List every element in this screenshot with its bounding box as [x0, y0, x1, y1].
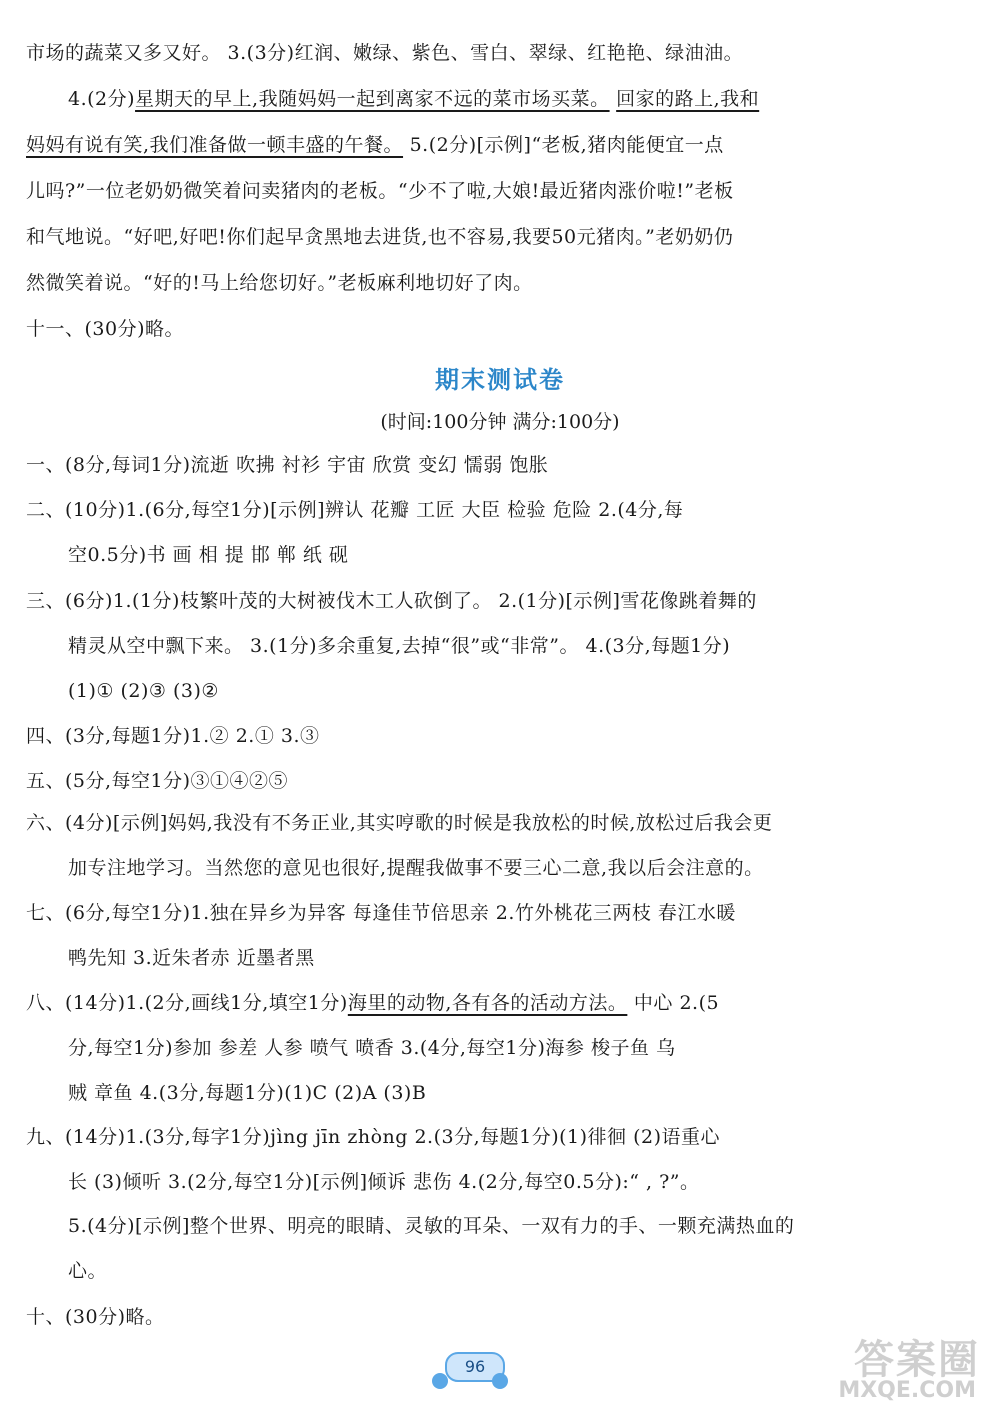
- underlined-text: 海里的动物,各有各的活动方法。: [347, 992, 628, 1014]
- text-segment: 3.(3分)红润、嫩绿、紫色、雪白、翠绿、红艳艳、绿油油。: [227, 42, 744, 64]
- text-segment: (1)① (2)③ (3)②: [68, 680, 219, 702]
- page-number: 96: [445, 1352, 505, 1382]
- text-segment: 然微笑着说。“好的!马上给您切好。”老板麻利地切好了肉。: [26, 272, 533, 294]
- text-line: [26, 497, 683, 523]
- text-line: [68, 1213, 794, 1239]
- text-line: [68, 1080, 426, 1106]
- underlined-text: 回家的路上,我和: [616, 88, 760, 110]
- text-segment: 七、(6分,每空1分)1.独在异乡为异客 每逢佳节倍思亲 2.竹外桃花三两枝 春江水暖: [26, 902, 736, 924]
- text-segment: 5.(4分)[示例]整个世界、明亮的眼睛、灵敏的耳朵、一双有力的手、一颗充满热血的: [68, 1215, 795, 1237]
- left-dot-icon: [432, 1373, 448, 1389]
- text-segment: 加专注地学习。当然您的意见也很好,提醒我做事不要三心二意,我以后会注意的。: [68, 857, 764, 879]
- text-line: [26, 40, 743, 66]
- watermark-logo: 答案圈: [854, 1337, 980, 1383]
- text-segment: 十、(30分)略。: [26, 1306, 165, 1328]
- text-segment: 十一、(30分)略。: [26, 318, 185, 340]
- text-segment: 和气地说。“好吧,好吧!你们起早贪黑地去进货,也不容易,我要50元猪肉。”老奶奶仍: [26, 226, 734, 248]
- text-segment: 5.(2分)[示例]“老板,猪肉能便宜一点: [403, 134, 724, 156]
- text-segment: 二、(10分)1.(6分,每空1分)[示例]辨认 花瓣 工匠 大臣 检验 危险 2.(4分,每: [26, 499, 684, 521]
- text-line: [68, 542, 348, 568]
- text-line: [68, 945, 315, 971]
- text-line: [26, 810, 772, 836]
- text-line: [26, 768, 288, 794]
- text-line: [68, 86, 759, 112]
- text-line: [26, 588, 757, 614]
- text-segment: 市场的蔬菜又多又好。: [26, 42, 228, 64]
- text-segment: 八、(14分)1.(2分,画线1分,填空1分): [26, 992, 348, 1014]
- text-line: [68, 678, 219, 704]
- text-segment: 4.(2分): [68, 88, 136, 110]
- text-line: [26, 452, 548, 478]
- text-line: [26, 1124, 720, 1150]
- text-line: [68, 1169, 700, 1195]
- text-segment: 长 (3)倾听 3.(2分,每空1分)[示例]倾诉 悲伤 4.(2分,每空0.5分):“ , ?”。: [68, 1171, 700, 1193]
- text-line: [26, 316, 184, 342]
- text-segment: 鸭先知 3.近朱者赤 近墨者黑: [68, 947, 315, 969]
- text-segment: 心。: [68, 1260, 108, 1282]
- text-segment: 三、(6分)1.(1分)枝繁叶茂的大树被伐木工人砍倒了。 2.(1分)[示例]雪花像跳着舞的: [26, 590, 757, 612]
- text-line: [26, 224, 733, 250]
- text-line: [26, 1304, 165, 1330]
- text-segment: 儿吗?”一位老奶奶微笑着问卖猪肉的老板。“少不了啦,大娘!最近猪肉涨价啦!”老板: [26, 180, 734, 202]
- text-line: [26, 132, 724, 158]
- text-segment: 分,每空1分)参加 参差 人参 喷气 喷香 3.(4分,每空1分)海参 梭子鱼 乌: [68, 1037, 676, 1059]
- right-dot-icon: [492, 1373, 508, 1389]
- text-segment: 五、(5分,每空1分)③①④②⑤: [26, 770, 289, 792]
- text-line: [68, 633, 730, 659]
- exam-subtitle: (时间:100分钟 满分:100分): [380, 411, 620, 433]
- text-line: [26, 270, 533, 296]
- text-line: [68, 1035, 676, 1061]
- text-segment: 空0.5分)书 画 相 提 邯 郸 纸 砚: [68, 544, 349, 566]
- text-line: [68, 1258, 107, 1284]
- text-line: [26, 900, 736, 926]
- section-title: 期末测试卷: [435, 365, 565, 394]
- text-segment: 九、(14分)1.(3分,每字1分)jìng jīn zhòng 2.(3分,每题1分)(1)徘徊 (2)语重心: [26, 1126, 720, 1148]
- text-line: [68, 855, 764, 881]
- watermark-url: MXQE.COM: [838, 1378, 976, 1403]
- text-line: [26, 723, 320, 749]
- text-segment: 六、(4分)[示例]妈妈,我没有不务正业,其实哼歌的时候是我放松的时候,放松过后我会更: [26, 812, 773, 834]
- text-segment: 贼 章鱼 4.(3分,每题1分)(1)C (2)A (3)B: [68, 1082, 427, 1104]
- text-segment: 一、(8分,每词1分)流逝 吹拂 衬衫 宇宙 欣赏 变幻 懦弱 饱胀: [26, 454, 549, 476]
- text-line: [26, 178, 734, 204]
- text-segment: 精灵从空中飘下来。 3.(1分)多余重复,去掉“很”或“非常”。 4.(3分,每题1分): [68, 635, 731, 657]
- text-segment: 中心 2.(5: [627, 992, 720, 1014]
- text-line: [26, 990, 719, 1016]
- text-segment: 四、(3分,每题1分)1.② 2.① 3.③: [26, 725, 320, 747]
- underlined-text: 妈妈有说有笑,我们准备做一顿丰盛的午餐。: [26, 134, 404, 156]
- underlined-text: 星期天的早上,我随妈妈一起到离家不远的菜市场买菜。: [135, 88, 610, 110]
